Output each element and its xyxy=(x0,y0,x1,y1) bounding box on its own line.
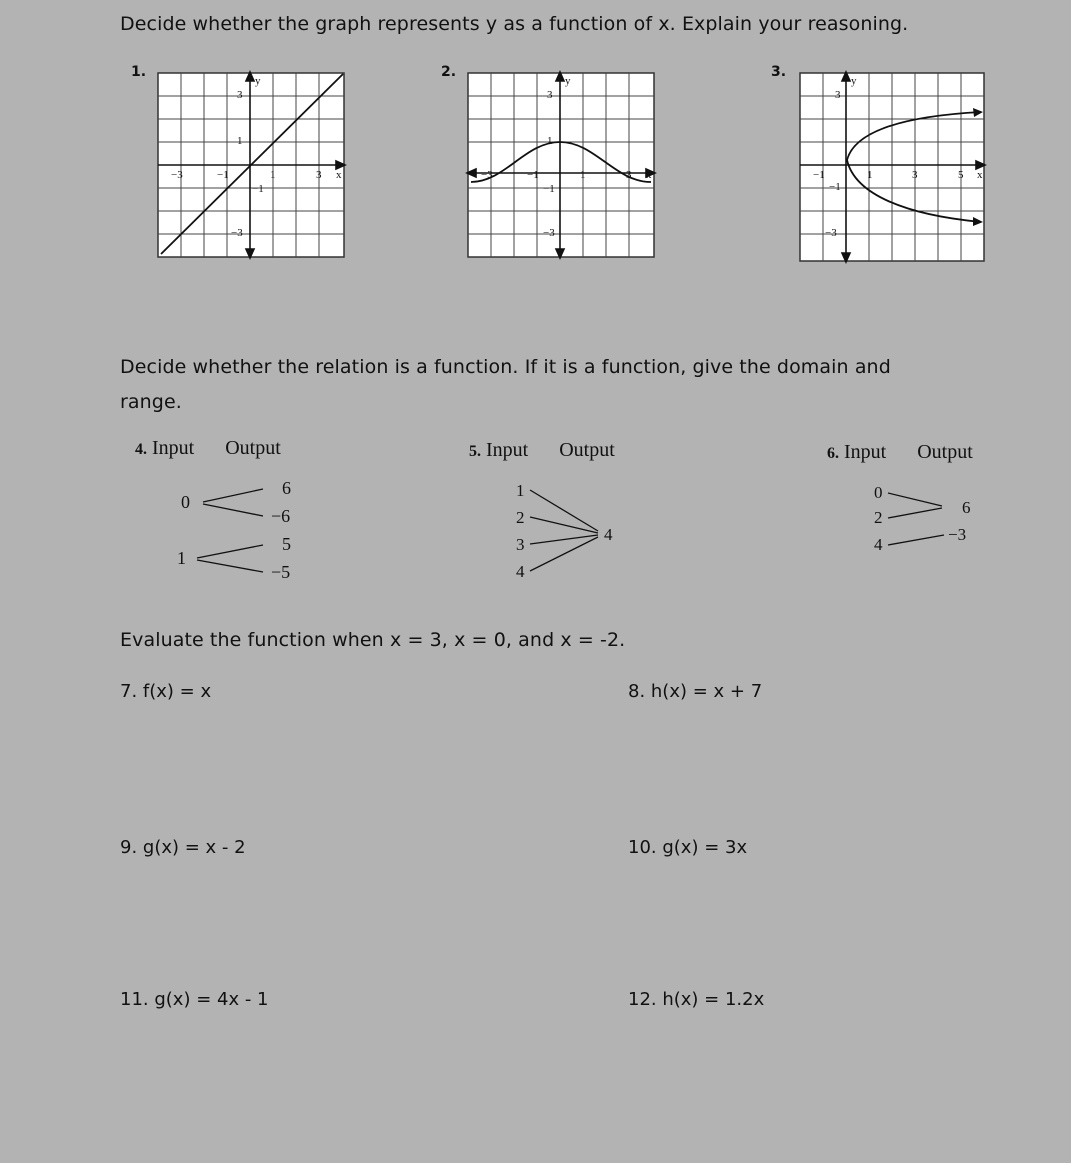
mapping6-header xyxy=(827,441,973,464)
graph2-x-label: x xyxy=(646,169,652,181)
graph1-xpos1: 1 xyxy=(270,169,276,181)
graph2-y1: 1 xyxy=(547,135,553,147)
section3-instruction: Evaluate the function when x = 3, x = 0, and x = -2. xyxy=(120,629,626,651)
graph2-xpos3: 3 xyxy=(626,169,632,181)
graph1-yneg1: −1 xyxy=(252,183,264,195)
mapping6-number: 6. xyxy=(827,445,839,462)
mapping6-input-header: Input xyxy=(844,441,887,463)
graph1-xpos3: 3 xyxy=(316,169,322,181)
mapping5-output-0: 4 xyxy=(604,525,613,544)
mapping4-header xyxy=(135,437,281,460)
graph2-xneg1: −1 xyxy=(527,169,539,181)
mapping5-header xyxy=(469,439,615,462)
problem-12: 12. h(x) = 1.2x xyxy=(628,989,765,1010)
graph2-xpos1: 1 xyxy=(580,169,586,181)
graph3-xpos5: 5 xyxy=(958,169,964,181)
mapping4-input-0: 0 xyxy=(181,492,190,512)
graph1-number: 1. xyxy=(131,64,147,80)
mapping4-diagram xyxy=(165,472,315,587)
graph1-yneg3: −3 xyxy=(231,227,243,239)
mapping6-output-1: −3 xyxy=(948,525,967,544)
graph1-x-label: x xyxy=(336,169,342,181)
graph1-xneg1: −1 xyxy=(217,169,229,181)
problem-7: 7. f(x) = x xyxy=(120,681,212,702)
mapping5-diagram xyxy=(510,476,630,586)
mapping4-output-2: 5 xyxy=(282,534,291,554)
graph2-number: 2. xyxy=(441,64,457,80)
graph3-yneg3: −3 xyxy=(825,227,837,239)
graph3-xpos1: 1 xyxy=(867,169,873,181)
graph2-xneg3: −3 xyxy=(481,169,493,181)
graph2 xyxy=(465,70,657,260)
graph2-yneg1: −1 xyxy=(543,183,555,195)
mapping6-input-2: 4 xyxy=(874,535,883,554)
mapping5-input-1: 2 xyxy=(516,508,525,527)
mapping6-output-header: Output xyxy=(917,441,973,463)
mapping6-diagram xyxy=(862,478,982,558)
problem-8: 8. h(x) = x + 7 xyxy=(628,681,763,702)
mapping5-input-2: 3 xyxy=(516,535,525,554)
mapping4-output-0: 6 xyxy=(282,478,291,498)
mapping4-output-header: Output xyxy=(225,437,281,459)
graph2-y-label: y xyxy=(565,75,571,87)
mapping5-input-0: 1 xyxy=(516,481,525,500)
mapping4-number: 4. xyxy=(135,441,147,458)
mapping5-number: 5. xyxy=(469,443,481,460)
graph3-xneg1: −1 xyxy=(813,169,825,181)
section2-instruction: Decide whether the relation is a function. If it is a function, give the domain and range. xyxy=(120,356,891,413)
graph2-y3: 3 xyxy=(547,89,553,101)
graph3-y3: 3 xyxy=(835,89,841,101)
graph2-yneg3: −3 xyxy=(543,227,555,239)
graph1 xyxy=(155,70,347,260)
mapping5-output-header: Output xyxy=(559,439,615,461)
graph1-y-label: y xyxy=(255,75,261,87)
section1-instruction: Decide whether the graph represents y as a function of x. Explain your reasoning. xyxy=(120,13,909,35)
graph1-xneg3: −3 xyxy=(171,169,183,181)
mapping6-input-0: 0 xyxy=(874,483,883,502)
graph3-x-label: x xyxy=(977,169,983,181)
graph1-y3: 3 xyxy=(237,89,243,101)
mapping6-output-0: 6 xyxy=(962,498,971,517)
graph3 xyxy=(797,70,987,264)
graph3-yneg1: −1 xyxy=(829,181,841,193)
mapping4-input-header: Input xyxy=(152,437,195,459)
mapping4-output-1: −6 xyxy=(271,506,291,526)
graph1-y1: 1 xyxy=(237,135,243,147)
problem-9: 9. g(x) = x - 2 xyxy=(120,837,246,858)
graph3-number: 3. xyxy=(771,64,787,80)
mapping5-input-header: Input xyxy=(486,439,529,461)
graph3-xpos3: 3 xyxy=(912,169,918,181)
mapping4-input-1: 1 xyxy=(177,548,186,568)
graph3-y-label: y xyxy=(851,75,857,87)
mapping5-input-3: 4 xyxy=(516,562,525,581)
mapping4-output-3: −5 xyxy=(271,562,291,582)
mapping6-input-1: 2 xyxy=(874,508,883,527)
problem-10: 10. g(x) = 3x xyxy=(628,837,748,858)
problem-11: 11. g(x) = 4x - 1 xyxy=(120,989,269,1010)
